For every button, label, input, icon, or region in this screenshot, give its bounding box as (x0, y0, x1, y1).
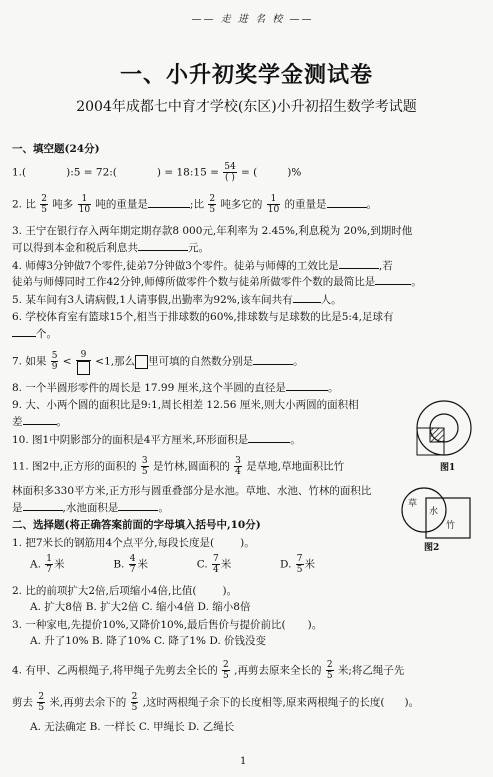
figure-2-label-grass: 草 (408, 499, 418, 509)
option-c[interactable]: C. $\frac{7}{4}$ 米 (196, 554, 232, 575)
question-10: 10. 图1中阴影部分的面积是4平方厘米,环形面积是 。 (12, 434, 301, 446)
answer-blank[interactable] (138, 240, 188, 251)
answer-blank[interactable] (339, 258, 379, 269)
question-9-line2: 差 。 (12, 416, 67, 428)
figure-1-caption: 图1 (440, 463, 456, 473)
answer-blank[interactable] (23, 500, 63, 511)
question-4-line2: 徒弟与师傅同时工作42分钟,师傅所做零件个数与徒弟所做零件个数的最简比是 。 (12, 276, 422, 288)
question-11-line1: 11. 图2中,正方形的面积的 $\frac{3}{5}$ 是竹林,圆面积的 $\frac{3}{4}$ 是草地,草地面积比竹 (12, 456, 345, 477)
option-a[interactable]: A. $\frac{1}{7}$ 米 (30, 554, 65, 575)
figure-2-label-pond: 水 (429, 507, 439, 517)
section1-heading: 一、填空题(24分) (12, 143, 100, 155)
mc-question-2-options[interactable]: A. 扩大8倍 B. 扩大2倍 C. 缩小4倍 D. 缩小8倍 (30, 601, 251, 613)
option-b[interactable]: B. $\frac{4}{7}$ 米 (113, 554, 148, 575)
answer-blank[interactable] (293, 292, 321, 303)
answer-blank[interactable] (248, 432, 290, 443)
question-1: 1.( ):5 = 72:( ) = 18:15 = $\frac{54}{( )}$ = ( )% (12, 162, 302, 183)
figure-2-label-bamboo: 竹 (446, 521, 456, 531)
question-6-line1: 6. 学校体育室有篮球15个,相当于排球数的60%,排球数与足球数的比是5:4,足球有 (12, 311, 394, 323)
question-5: 5. 某车间有3人请病假,1人请事假,出勤率为92%,该车间共有 人。 (12, 294, 342, 306)
answer-blank[interactable] (375, 274, 411, 285)
answer-blank[interactable] (23, 414, 57, 425)
answer-blank[interactable] (327, 197, 367, 208)
mc-question-4-line2: 剪去 $\frac{2}{5}$ 米,再剪去余下的 $\frac{2}{5}$ ,这时两根绳子余下的长度相等,原来两根绳子的长度( )。 (12, 692, 420, 713)
page-subtitle: 2004年成都七中育才学校(东区)小升初招生数学考试题 (76, 99, 417, 115)
mc-question-1-options (30, 554, 410, 575)
question-3-line1: 3. 王宁在银行存入两年期定期存款8 000元,年利率为 2.45%,利息税为 20%,到期时他 (12, 225, 413, 237)
mc-question-1: 1. 把7米长的钢筋用4个点平分,每段长度是( )。 (12, 537, 255, 549)
question-11-line3: 是 ,水池面积是 。 (12, 502, 169, 514)
fill-in-box[interactable] (77, 361, 90, 375)
fraction: $\frac{54}{( )}$ (224, 162, 236, 183)
answer-blank[interactable] (118, 500, 158, 511)
answer-blank[interactable] (286, 380, 328, 391)
option-d[interactable]: D. $\frac{7}{5}$ 米 (280, 554, 315, 575)
figure-2-square-circle (398, 482, 480, 542)
question-4-line1: 4. 师傅3分钟做7个零件,徒弟7分钟做3个零件。徒弟与师傅的工效比是 ,若 (12, 260, 393, 272)
figure-1-annulus (412, 398, 482, 458)
page-title: 一、小升初奖学金测试卷 (119, 62, 373, 88)
mc-question-3: 3. 一种家电,先提价10%,又降价10%,最后售价与提价前比( )。 (12, 619, 323, 631)
fill-in-box[interactable] (135, 355, 148, 369)
question-6-line2: 个。 (12, 326, 482, 341)
running-header: —— 走 进 名 校 —— (191, 14, 314, 25)
question-3-line2: 可以得到本金和税后利息共 元。 (12, 242, 209, 254)
answer-blank[interactable] (12, 326, 36, 337)
mc-question-4-line1: 4. 有甲、乙两根绳子,将甲绳子先剪去全长的 $\frac{2}{5}$ ,再剪去原来全长的 $\frac{2}{5}$ 米;将乙绳子先 (12, 660, 405, 681)
answer-blank[interactable] (148, 197, 190, 208)
mc-question-3-options[interactable]: A. 升了10% B. 降了10% C. 降了1% D. 价钱没变 (30, 635, 267, 647)
section2-heading: 二、选择题(将正确答案前面的字母填入括号中,10分) (12, 519, 261, 531)
question-7: 7. 如果 $\frac{5}{9}$ < 9 <1,那么 里可填的自然数分别是 。 (12, 350, 482, 373)
question-8: 8. 一个半圆形零件的周长是 17.99 厘米,这个半圆的直径是 。 (12, 382, 339, 394)
mc-question-2: 2. 比的前项扩大2倍,后项缩小4倍,比值( )。 (12, 585, 238, 597)
question-11-line2: 林面积多330平方米,正方形与圆重叠部分是水池。草地、水池、竹林的面积比 (12, 485, 372, 497)
question-2: 2. 比 $\frac{2}{5}$ 吨多 $\frac{1}{10}$ 吨的重量是 ;比 $\frac{2}{5}$ 吨多它的 $\frac{1}{10}$ 的重量是 。 (12, 194, 378, 215)
figure-2-caption: 图2 (424, 543, 440, 553)
page-number: 1 (240, 756, 247, 767)
question-9-line1: 9. 大、小两个圆的面积比是9:1,周长相差 12.56 厘米,则大小两圆的面积相 (12, 399, 359, 411)
answer-blank[interactable] (253, 354, 293, 365)
mc-question-4-options[interactable]: A. 无法确定 B. 一样长 C. 甲绳长 D. 乙绳长 (30, 721, 235, 733)
